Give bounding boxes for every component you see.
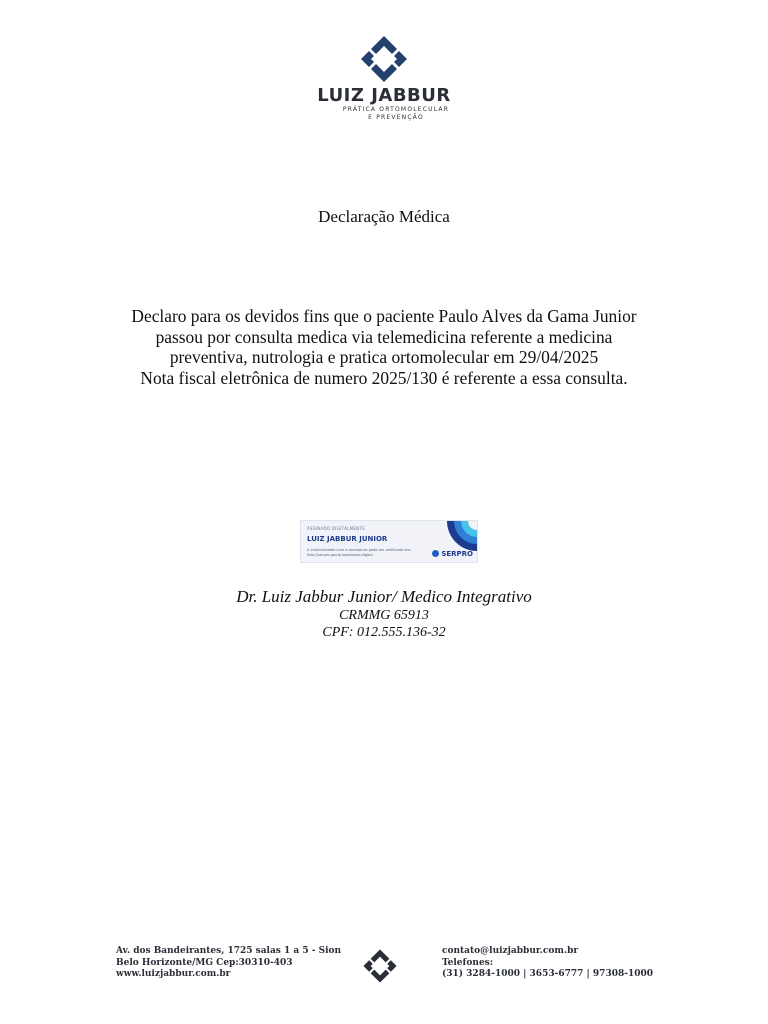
invoice-text: Nota fiscal eletrônica de numero 2025/130 é referente a essa consulta. (140, 367, 628, 388)
address-line-2: Belo Horizonte/MG Cep:30310-403 (116, 957, 293, 968)
signature-block (0, 587, 768, 641)
crm-number: CRMMG 65913 (339, 608, 429, 623)
footer (0, 946, 768, 986)
header-logo (0, 34, 768, 122)
digital-signature-stamp (300, 520, 478, 563)
email-address: contato@luizjabbur.com.br (442, 946, 579, 956)
phone-numbers: (31) 3284-1000 | 3653-6777 | 97308-1000 (442, 969, 654, 979)
footer-contact (442, 946, 653, 981)
stamp-note-line-2: http://serpro.gov.br/assinador-digital (307, 553, 373, 557)
cpf-number: CPF: 012.555.136-32 (322, 625, 446, 640)
stamp-caption: ASSINADO DIGITALMENTE (307, 526, 366, 531)
logo-tagline-1: PRÁTICA ORTOMOLECULAR (342, 106, 450, 113)
serpro-icon (432, 550, 439, 557)
declaration-text: Declaro para os devidos fins que o paciente Paulo Alves da Gama Junior passou por consulta medica via telemedicina referente a medicina preventiva, nutrologia e pratica ortomolecular em 29/04/2025 (131, 306, 637, 367)
stamp-note-line-1: A conformidade com a assinatura pode ser verificada em: (307, 548, 412, 552)
document-body (120, 306, 648, 388)
stamp-arcs-icon (443, 521, 477, 551)
diamond-logo-icon (359, 34, 409, 84)
stamp-note (307, 548, 427, 558)
logo-tagline-2: E PREVENÇÃO (368, 114, 424, 121)
serpro-logo (432, 550, 473, 558)
website-link: www.luizjabbur.com.br (116, 969, 231, 979)
serpro-label: SERPRO (441, 550, 473, 558)
address-line-1: Av. dos Bandeirantes, 1725 salas 1 a 5 - Sion (116, 946, 342, 956)
footer-diamond-logo-icon (362, 948, 398, 984)
doctor-name: Dr. Luiz Jabbur Junior/ Medico Integrativo (236, 587, 532, 606)
footer-address (116, 946, 341, 981)
logo-name: LUIZ JABBUR (317, 85, 451, 106)
phones-label: Telefones: (442, 957, 494, 968)
document-title: Declaração Médica (318, 207, 450, 226)
stamp-signer-name: LUIZ JABBUR JUNIOR (307, 535, 388, 543)
